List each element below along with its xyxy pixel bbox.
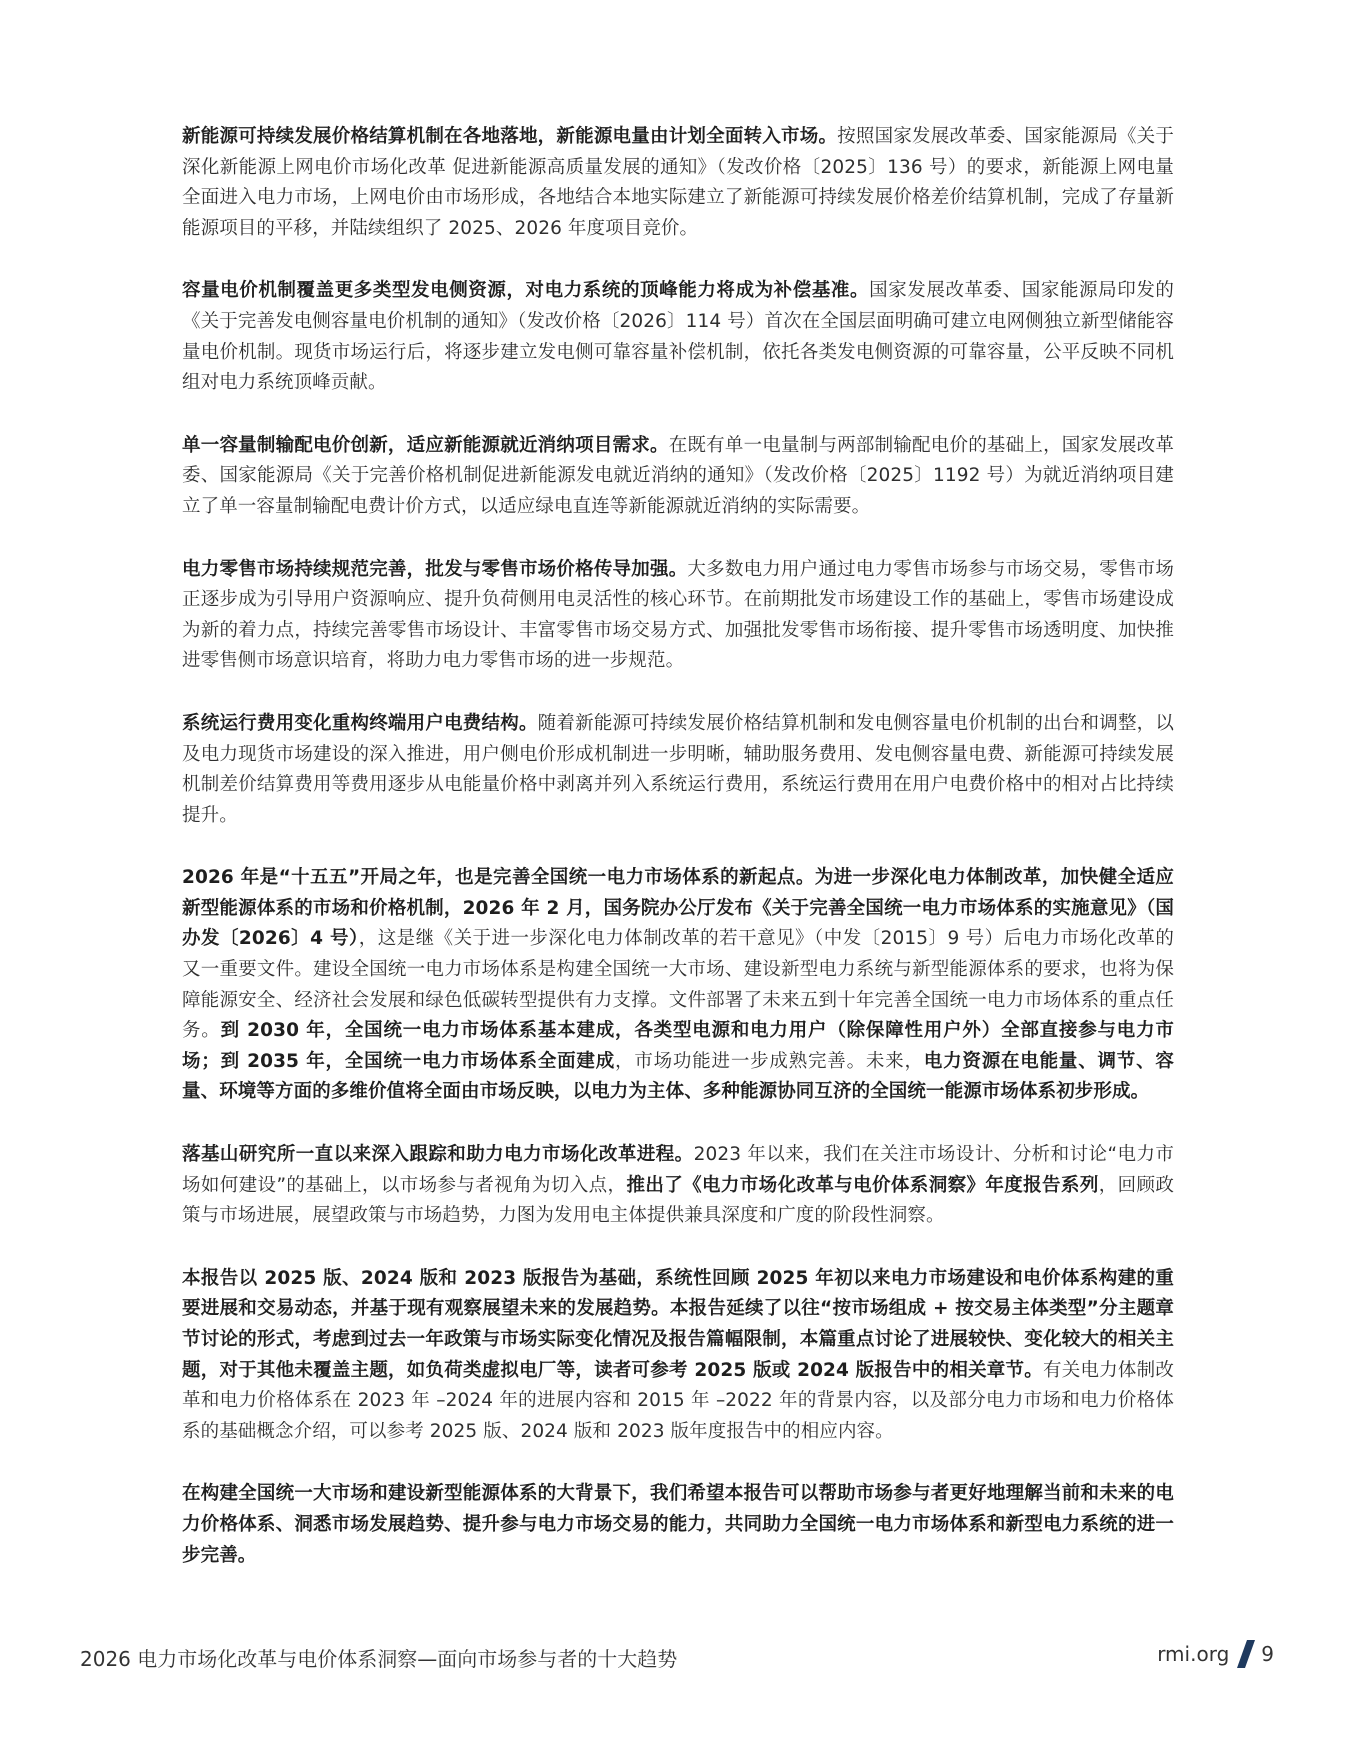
paragraph-lead: 在构建全国统一大市场和建设新型能源体系的大背景下，我们希望本报告可以帮助市场参与者更好地理解当前和未来的电力价格体系、洞悉市场发展趋势、提升参与电力市场交易的能力，共同助力全国统一电力市场体系和新型电力系统的进一步完善。 (182, 1483, 1174, 1566)
paragraph-report-scope (182, 1264, 1174, 1448)
paragraph-lead: 系统运行费用变化重构终端用户电费结构。 (182, 712, 538, 734)
paragraph-bold-part: 电力资源在电能量、调节、容量、环境等方面的多维价值将全面由市场反映，以电力为主体、多种能源协同互济的全国统一能源市场体系初步形成。 (182, 1050, 1174, 1103)
paragraph-body: 大多数电力用户通过电力零售市场参与市场交易，零售市场正逐步成为引导用户资源响应、提升负荷侧用电灵活性的核心环节。在前期批发市场建设工作的基础上，零售市场建设成为新的着力点，持续完善零售市场设计、丰富零售市场交易方式、加强批发零售市场衔接、提升零售市场透明度、加快推进零售侧市场意识培育，将助力电力零售市场的进一步规范。 (182, 558, 1174, 672)
paragraph-text-part: ，回顾政策与市场进展，展望政策与市场趋势，力图为发用电主体提供兼具深度和广度的阶段性洞察。 (182, 1174, 1174, 1227)
footer-site-link[interactable]: rmi.org (1157, 1642, 1230, 1666)
slash-divider-icon (1237, 1640, 1255, 1668)
paragraph-body: 在既有单一电量制与两部制输配电价的基础上，国家发展改革委、国家能源局《关于完善价格机制促进新能源发电就近消纳的通知》（发改价格〔2025〕1192 号）为就近消纳项目建立了单一容量制输配电费计价方式，以适应绿电直连等新能源就近消纳的实际需要。 (182, 434, 1174, 517)
paragraph-retail-market (182, 555, 1174, 677)
paragraph-unified-market-2026 (182, 863, 1174, 1108)
footer-page-number: 9 (1261, 1642, 1274, 1666)
paragraph-body: 随着新能源可持续发展价格结算机制和发电侧容量电价机制的出台和调整，以及电力现货市场建设的深入推进，用户侧电价形成机制进一步明晰，辅助服务费用、发电侧容量电费、新能源可持续发展机制差价结算费用等费用逐步从电能量价格中剥离并列入系统运行费用，系统运行费用在用户电费价格中的相对占比持续提升。 (182, 712, 1175, 826)
paragraph-bold-part: 推出了《电力市场化改革与电价体系洞察》年度报告系列 (626, 1174, 1099, 1196)
paragraph-new-energy-settlement (182, 122, 1174, 244)
paragraph-text-part: ，这是继《关于进一步深化电力体制改革的若干意见》（中发〔2015〕9 号）后电力市场化改革的又一重要文件。建设全国统一电力市场体系是构建全国统一大市场、建设新型电力系统与新型能源体系的要求，也将为保障能源安全、经济社会发展和绿色低碳转型提供有力支撑。文件部署了未来五到十年完善全国统一电力市场体系的重点任务。 (182, 928, 1174, 1042)
paragraph-lead: 电力零售市场持续规范完善，批发与零售市场价格传导加强。 (182, 558, 688, 580)
paragraph-lead: 单一容量制输配电价创新，适应新能源就近消纳项目需求。 (182, 434, 669, 456)
paragraph-bold-part: 2026 年是“十五五”开局之年，也是完善全国统一电力市场体系的新起点。为进一步深化电力体制改革，加快健全适应新型能源体系的市场和价格机制，2026 年 2 月，国务院办公厅发布《关于完善全国统一电力市场体系的实施意见》（国办发〔2026〕4 号） (182, 867, 1174, 950)
footer-report-title: 2026 电力市场化改革与电价体系洞察—面向市场参与者的十大趋势 (80, 1647, 678, 1671)
paragraph-text-part: ，市场功能进一步成熟完善。未来， (615, 1050, 924, 1072)
footer-page-info (1157, 1640, 1274, 1668)
paragraph-lead: 新能源可持续发展价格结算机制在各地落地，新能源电量由计划全面转入市场。 (182, 126, 838, 147)
paragraph-lead: 本报告以 2025 版、2024 版和 2023 版报告为基础，系统性回顾 2025 年初以来电力市场建设和电价体系构建的重要进展和交易动态，并基于现有观察展望未来的发展趋势。本报告延续了以往“按市场组成 + 按交易主体类型”分主题章节讨论的形式，考虑到过去一年政策与市场实际变化情况及报告篇幅限制，本篇重点讨论了进展较快、变化较大的相关主题，对于其他未覆盖主题，如负荷类虚拟电厂等，读者可参考 2025 版或 2024 版报告中的相关章节。 (182, 1267, 1174, 1381)
paragraph-body: 有关电力体制改革和电力价格体系在 2023 年 –2024 年的进展内容和 2015 年 –2022 年的背景内容，以及部分电力市场和电力价格体系的基础概念介绍，可以参考 2025 版、2024 版和 2023 版年度报告中的相应内容。 (182, 1359, 1174, 1442)
paragraph-system-operation-fee (182, 709, 1174, 831)
paragraph-text-part: 2023 年以来，我们在关注市场设计、分析和讨论“电力市场如何建设”的基础上，以市场参与者视角为切入点， (182, 1144, 1174, 1196)
paragraph-lead: 容量电价机制覆盖更多类型发电侧资源，对电力系统的顶峰能力将成为补偿基准。 (182, 280, 870, 302)
paragraph-body: 按照国家发展改革委、国家能源局《关于深化新能源上网电价市场化改革 促进新能源高质量发展的通知》（发改价格〔2025〕136 号）的要求，新能源上网电量全面进入电力市场，上网电价由市场形成，各地结合本地实际建立了新能源可持续发展价格差价结算机制，完成了存量新能源项目的平移，并陆续组织了 2025、2026 年度项目竞价。 (182, 126, 1174, 239)
main-content (182, 122, 1174, 1603)
paragraph-capacity-price (182, 276, 1174, 398)
paragraph-bold-part: 到 2030 年，全国统一电力市场体系基本建成，各类型电源和电力用户（除保障性用户外）全部直接参与电力市场；到 2035 年，全国统一电力市场体系全面建成 (182, 1020, 1175, 1072)
paragraph-rmi-research (182, 1140, 1174, 1232)
paragraph-transmission-price (182, 431, 1174, 523)
paragraph-bold-part: 落基山研究所一直以来深入跟踪和助力电力市场化改革进程。 (182, 1144, 694, 1166)
paragraph-body: 国家发展改革委、国家能源局印发的《关于完善发电侧容量电价机制的通知》（发改价格〔2026〕114 号）首次在全国层面明确可建立电网侧独立新型储能容量电价机制。现货市场运行后，将逐步建立发电侧可靠容量补偿机制，依托各类发电侧资源的可靠容量，公平反映不同机组对电力系统顶峰贡献。 (182, 280, 1174, 394)
paragraph-conclusion (182, 1479, 1174, 1571)
